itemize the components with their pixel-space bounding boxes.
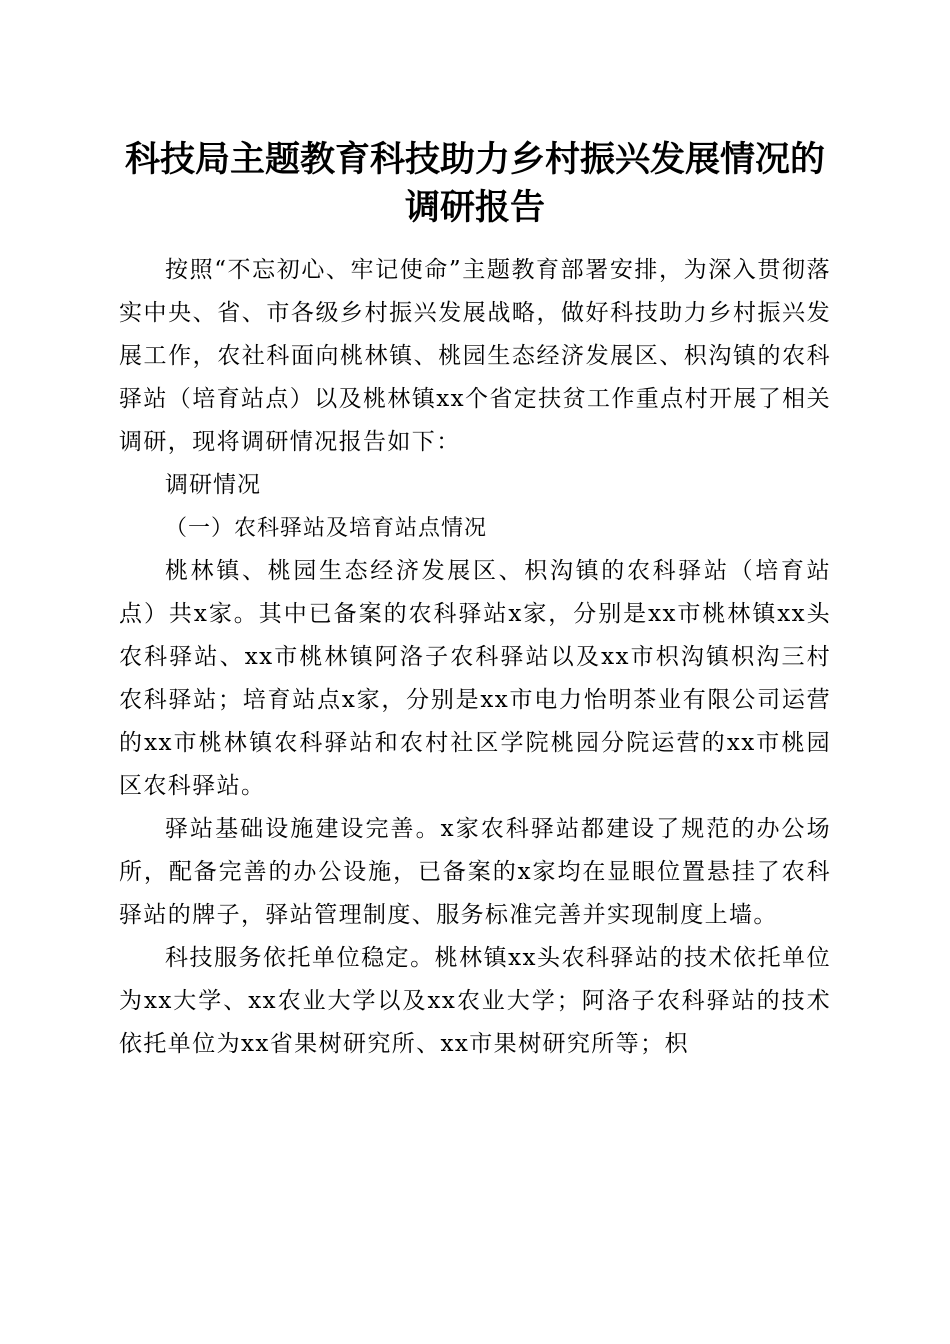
body-paragraph: 科技服务依托单位稳定。桃林镇xx头农科驿站的技术依托单位为xx大学、xx农业大学以及xx农业大学；阿洛子农科驿站的技术依托单位为xx省果树研究所、xx市果树研究所等；枳 bbox=[119, 945, 831, 1057]
section-heading: 调研情况 bbox=[165, 472, 261, 498]
subsection-heading: （一）农科驿站及培育站点情况 bbox=[165, 516, 488, 541]
body-paragraph: 桃林镇、桃园生态经济发展区、枳沟镇的农科驿站（培育站点）共x家。其中已备案的农科驿站x家，分别是xx市桃林镇xx头农科驿站、xx市桃林镇阿洛子农科驿站以及xx市枳沟镇枳沟三村农科驿站；培育站点x家，分别是xx市电力怡明茶业有限公司运营的xx市桃林镇农科驿站和农村社区学院桃园分院运营的xx市桃园区农科驿站。 bbox=[119, 558, 831, 799]
body-paragraph: 驿站基础设施建设完善。x家农科驿站都建设了规范的办公场所，配备完善的办公设施，已备案的x家均在显眼位置悬挂了农科驿站的牌子，驿站管理制度、服务标准完善并实现制度上墙。 bbox=[119, 816, 831, 928]
intro-paragraph: 按照“不忘初心、牢记使命”主题教育部署安排，为深入贯彻落实中央、省、市各级乡村振兴发展战略，做好科技助力乡村振兴发展工作，农社科面向桃林镇、桃园生态经济发展区、枳沟镇的农科驿站（培育站点）以及桃林镇xx个省定扶贫工作重点村开展了相关调研，现将调研情况报告如下： bbox=[119, 257, 831, 455]
title-line-2: 调研报告 bbox=[404, 187, 545, 228]
document-title bbox=[100, 136, 850, 232]
title-line-1: 科技局主题教育科技助力乡村振兴发展情况的 bbox=[124, 139, 825, 180]
document-body bbox=[119, 249, 831, 1066]
